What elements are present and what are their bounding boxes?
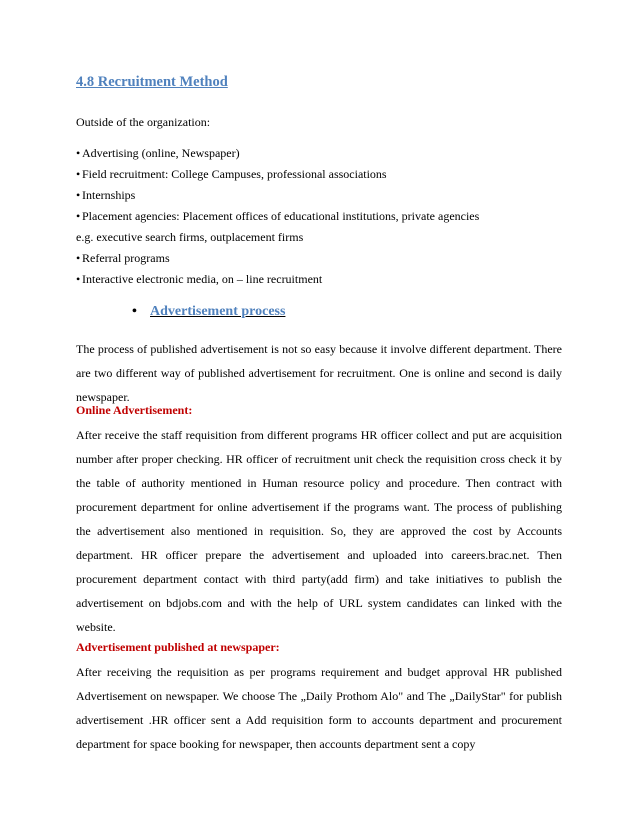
list-item-text: Field recruitment: College Campuses, professional associations	[82, 167, 387, 181]
online-advertisement-label: Online Advertisement:	[76, 403, 193, 417]
section-heading: 4.8 Recruitment Method	[76, 74, 228, 90]
list-item-text: Placement agencies: Placement offices of educational institutions, private agencies	[82, 209, 480, 223]
bullet-icon: •	[76, 167, 81, 181]
list-item	[76, 250, 170, 266]
list-item-text: Referral programs	[82, 251, 170, 265]
bullet-icon: •	[76, 146, 81, 160]
list-item	[76, 271, 322, 287]
bullet-icon: •	[76, 188, 81, 202]
list-item	[76, 187, 135, 203]
list-item	[76, 166, 387, 182]
list-item	[76, 145, 240, 161]
bullet-icon: •	[76, 272, 81, 286]
list-item-text: Advertising (online, Newspaper)	[82, 146, 240, 160]
bullet-icon: •	[76, 251, 81, 265]
paragraph: The process of published advertisement is not so easy because it involve different department. There are two different way of published advertisement for recruitment. One is online and second is daily newspaper.	[76, 342, 562, 404]
list-item-text: Internships	[82, 188, 136, 202]
list-item	[76, 208, 479, 224]
bullet-icon: •	[132, 304, 137, 319]
paragraph: After receiving the requisition as per programs requirement and budget approval HR published Advertisement on newspaper. We choose The „Daily Prothom Alo" and The „DailyStar" for publish advertisement .HR officer sent a Add requisition form to accounts department and procurement department for space booking for newspaper, then accounts department sent a copy	[76, 665, 562, 751]
subsection-heading-text: Advertisement process	[150, 304, 286, 319]
subsection-heading	[132, 304, 285, 320]
list-item-text: Interactive electronic media, on – line recruitment	[82, 272, 323, 286]
list-item-continuation: e.g. executive search firms, outplacement firms	[76, 230, 304, 244]
newspaper-advertisement-label: Advertisement published at newspaper:	[76, 640, 280, 654]
intro-text: Outside of the organization:	[76, 115, 211, 129]
paragraph: After receive the staff requisition from different programs HR officer collect and put are acquisition number after proper checking. HR officer of recruitment unit check the requisition cross check it by the table of authority mentioned in Human resource policy and procedure. Then contract with procurement department for online advertisement if the programs want. The process of publishing the advertisement also mentioned in requisition. So, they are approved the cost by Accounts department. HR officer prepare the advertisement and uploaded into careers.brac.net. Then procurement department contact with third party(add firm) and take initiatives to publish the advertisement on bdjobs.com and with the help of URL system candidates can linked with the website.	[76, 428, 562, 634]
bullet-icon: •	[76, 209, 81, 223]
